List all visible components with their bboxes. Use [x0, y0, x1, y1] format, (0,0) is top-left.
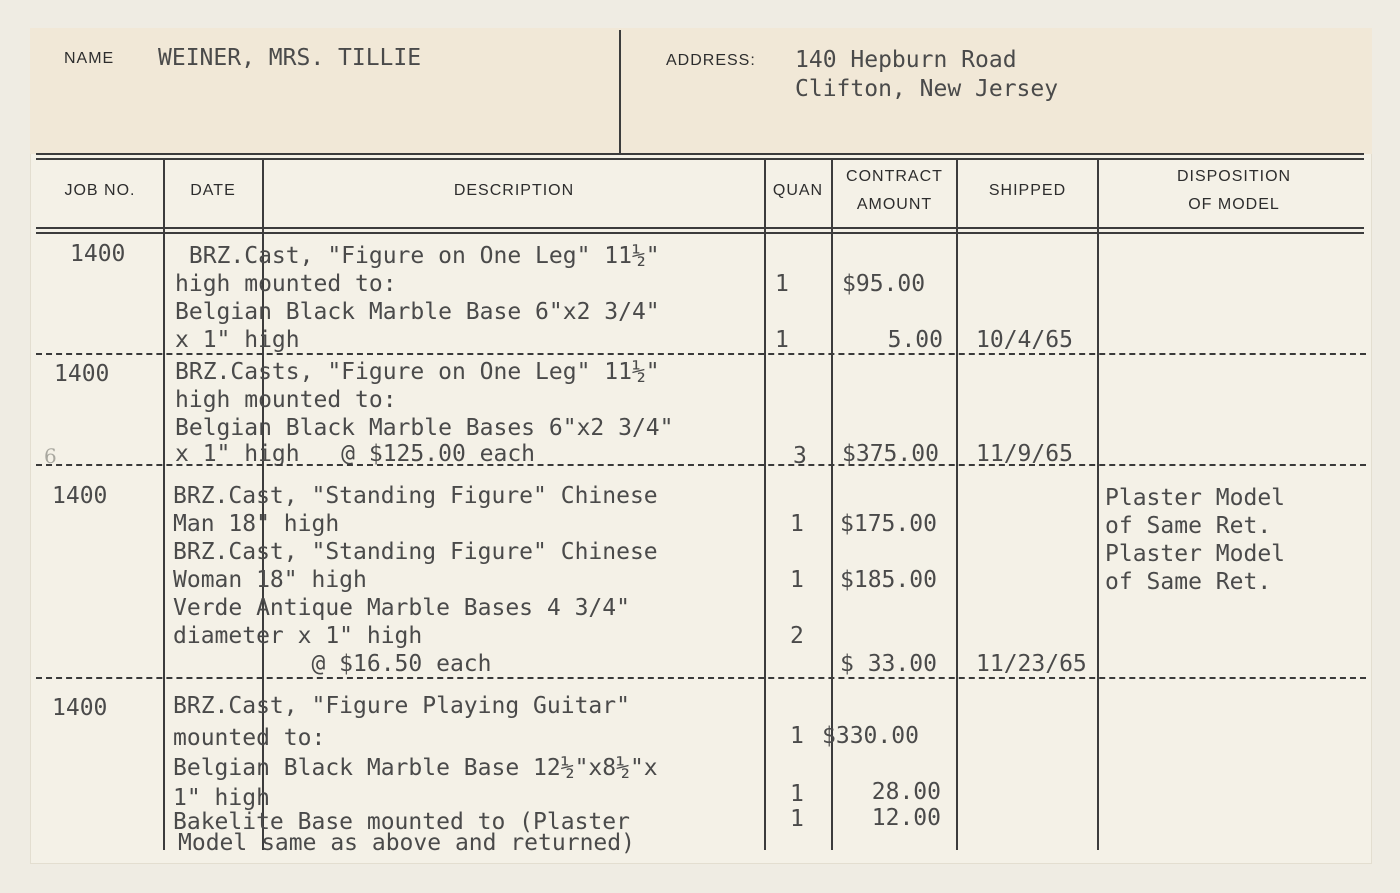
entry-desc-line: Belgian Black Marble Base 6"x2 3/4"	[175, 299, 660, 325]
entry-disposition: of Same Ret.	[1105, 569, 1272, 595]
entry-amount: $175.00	[840, 511, 937, 537]
entry-desc-line: high mounted to:	[175, 387, 397, 413]
address-label: ADDRESS:	[666, 52, 756, 69]
entry-desc-line: Belgian Black Marble Base 12½"x8½"x	[173, 755, 658, 781]
entry-desc-line: BRZ.Cast, "Figure on One Leg" 11½"	[175, 243, 660, 269]
entry-desc-line: Bakelite Base mounted to (Plaster	[173, 809, 630, 835]
entry-amount: $ 33.00	[840, 651, 937, 677]
header-rule-top	[36, 153, 1364, 155]
entry-separator	[36, 677, 1366, 679]
entry-amount: 12.00	[871, 805, 941, 831]
entry-disposition: Plaster Model	[1105, 541, 1286, 567]
entry-shipped: 11/23/65	[976, 651, 1087, 677]
name-label: NAME	[64, 50, 115, 67]
entry-desc-line: BRZ.Cast, "Standing Figure" Chinese	[173, 483, 658, 509]
entry-desc-line: BRZ.Casts, "Figure on One Leg" 11½"	[175, 359, 660, 385]
col-header-of-model: OF MODEL	[1188, 196, 1280, 213]
entry-desc-line: 1" high	[173, 785, 270, 811]
col-divider-shipped	[956, 160, 958, 850]
entry-desc-line: diameter x 1" high	[173, 623, 423, 649]
entry-desc-line: Man 18" high	[173, 511, 340, 537]
col-header-contract: CONTRACT	[846, 168, 943, 185]
col-divider-date	[163, 160, 165, 850]
entry-quan: 1	[790, 511, 804, 537]
entry-shipped: 10/4/65	[976, 327, 1073, 353]
col-header-description: DESCRIPTION	[453, 182, 575, 199]
entry-amount: $375.00	[842, 441, 939, 467]
entry-disposition: of Same Ret.	[1105, 513, 1272, 539]
entry-shipped: 11/9/65	[976, 441, 1073, 467]
entry-job-no: 1400	[54, 361, 110, 387]
col-header-shipped: SHIPPED	[988, 182, 1067, 199]
entry-quan: 3	[793, 443, 807, 469]
margin-note: 6	[44, 444, 57, 468]
col-header-disposition: DISPOSITION	[1176, 168, 1292, 185]
col-header-date: DATE	[190, 182, 236, 199]
entry-amount: $95.00	[842, 271, 926, 297]
entry-job-no: 1400	[52, 483, 108, 509]
entry-amount: 28.00	[871, 779, 941, 805]
entry-separator	[36, 353, 1366, 355]
colhead-rule-bottom	[36, 232, 1364, 234]
entry-separator	[36, 464, 1366, 466]
entry-quan: 1	[790, 723, 804, 749]
entry-quan: 1	[790, 781, 804, 807]
address-line-1: 140 Hepburn Road	[795, 47, 1017, 73]
entry-amount: $330.00	[822, 723, 919, 749]
entry-amount: 5.00	[887, 327, 943, 353]
col-header-quan: QUAN	[772, 182, 824, 199]
entry-desc-line: BRZ.Cast, "Standing Figure" Chinese	[173, 539, 658, 565]
col-header-job-no: JOB NO.	[64, 182, 136, 199]
entry-desc-line: high mounted to:	[175, 271, 397, 297]
entry-desc-line: BRZ.Cast, "Figure Playing Guitar"	[173, 693, 630, 719]
entry-desc-line: Belgian Black Marble Bases 6"x2 3/4"	[175, 415, 674, 441]
index-card	[30, 28, 1372, 864]
entry-quan: 1	[775, 327, 789, 353]
entry-amount: $185.00	[840, 567, 937, 593]
entry-quan: 1	[790, 806, 804, 832]
entry-quan: 1	[775, 271, 789, 297]
entry-desc-line: Verde Antique Marble Bases 4 3/4"	[173, 595, 630, 621]
entry-quan: 2	[790, 623, 804, 649]
colhead-rule-top	[36, 227, 1364, 229]
entry-desc-line: x 1" high @ $125.00 each	[175, 441, 536, 467]
entry-job-no: 1400	[52, 695, 108, 721]
name-value: WEINER, MRS. TILLIE	[158, 45, 422, 71]
col-header-amount: AMOUNT	[856, 196, 933, 213]
col-divider-quan	[764, 160, 766, 850]
entry-desc-line: x 1" high	[175, 327, 300, 353]
col-divider-disposition	[1097, 160, 1099, 850]
entry-job-no: 1400	[70, 241, 126, 267]
entry-desc-line: @ $16.50 each	[173, 651, 492, 677]
address-line-2: Clifton, New Jersey	[795, 76, 1059, 102]
entry-disposition: Plaster Model	[1105, 485, 1286, 511]
entry-desc-line: Woman 18" high	[173, 567, 367, 593]
entry-desc-line: mounted to:	[173, 725, 326, 751]
entry-quan: 1	[790, 567, 804, 593]
entry-desc-line: Model same as above and returned)	[178, 830, 635, 856]
header-rule-bottom	[36, 158, 1364, 160]
header-divider	[619, 30, 621, 154]
